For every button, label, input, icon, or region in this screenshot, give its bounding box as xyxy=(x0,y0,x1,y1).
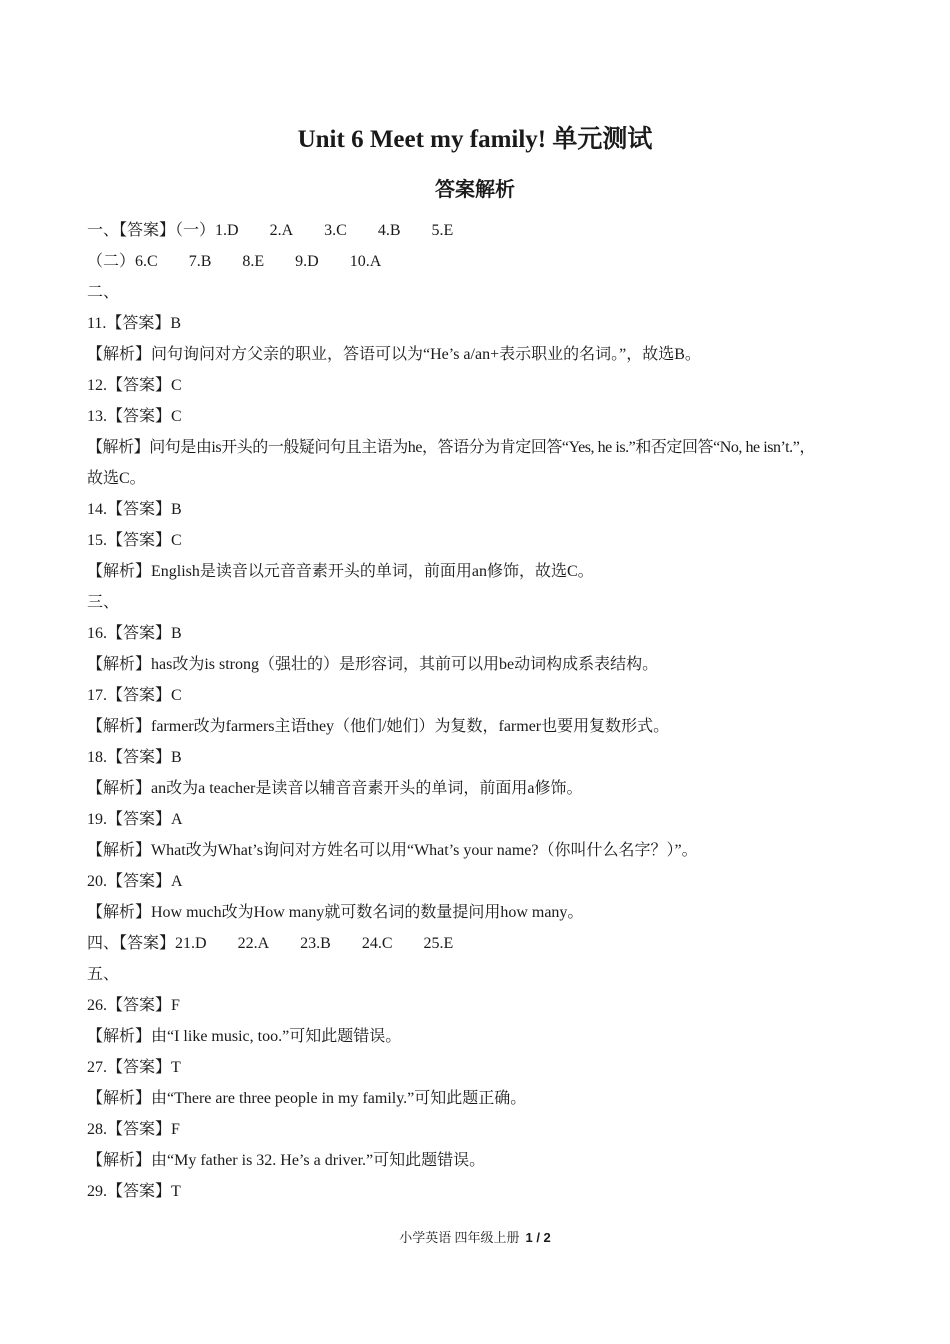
answer-line: 16.【答案】B xyxy=(87,625,182,642)
answer-line: 28.【答案】F xyxy=(87,1121,180,1138)
section-4-answers xyxy=(175,935,453,952)
explanation-line: 【解析】问句是由is开头的一般疑问句且主语为he，答语分为肯定回答“Yes, he is.”和否定回答“No, he isn’t.”， xyxy=(87,439,815,456)
explanation-line: 【解析】问句询问对方父亲的职业，答语可以为“He’s a/an+表示职业的名词。”，故选B。 xyxy=(87,346,701,363)
answer-25: 25.E xyxy=(423,935,454,952)
section-1-answers-2 xyxy=(135,253,381,270)
answer-line: 12.【答案】C xyxy=(87,377,182,394)
explanation-line: 【解析】an改为a teacher是读音以辅音音素开头的单词，前面用a修饰。 xyxy=(87,780,583,797)
answer-line: 13.【答案】C xyxy=(87,408,182,425)
footer-text: 小学英语 四年级上册 xyxy=(399,1230,520,1245)
answer-line: 15.【答案】C xyxy=(87,532,182,549)
answer-2: 2.A xyxy=(269,222,294,239)
section-4-prefix: 四、【答案】 xyxy=(87,935,176,952)
answer-line: 11.【答案】B xyxy=(87,315,182,332)
document-title: Unit 6 Meet my family! 单元测试 xyxy=(297,126,653,153)
answer-line: 14.【答案】B xyxy=(87,501,182,518)
section-5-heading: 五、 xyxy=(87,966,120,983)
explanation-line: 【解析】What改为What’s询问对方姓名可以用“What’s your name?（你叫什么名字？）”。 xyxy=(87,842,698,859)
section-1-part-2 xyxy=(87,246,877,277)
explanation-line: 【解析】由“My father is 32. He’s a driver.”可知此题错误。 xyxy=(87,1152,486,1169)
answer-line: 17.【答案】C xyxy=(87,687,182,704)
document-subtitle: 答案解析 xyxy=(435,177,515,201)
answer-1: 1.D xyxy=(215,222,239,239)
explanation-line: 【解析】How much改为How many就可数名词的数量提问用how many。 xyxy=(87,904,584,921)
explanation-line: 【解析】farmer改为farmers主语they（他们/她们）为复数，farmer也要用复数形式。 xyxy=(87,718,670,735)
answer-line: 29.【答案】T xyxy=(87,1183,181,1200)
section-1-answers-1 xyxy=(215,222,453,239)
section-4 xyxy=(87,928,877,959)
answer-24: 24.C xyxy=(361,935,393,952)
explanation-line-continued: 故选C。 xyxy=(87,470,146,487)
answer-line: 26.【答案】F xyxy=(87,997,180,1014)
answer-8: 8.E xyxy=(242,253,265,270)
section-3-heading: 三、 xyxy=(87,594,120,611)
answer-5: 5.E xyxy=(431,222,454,239)
answer-21: 21.D xyxy=(175,935,207,952)
explanation-line: 【解析】has改为is strong（强壮的）是形容词，其前可以用be动词构成系表结构。 xyxy=(87,656,659,673)
section-1-prefix: 一、【答案】（一） xyxy=(87,222,216,239)
answer-line: 27.【答案】T xyxy=(87,1059,181,1076)
answer-3: 3.C xyxy=(324,222,347,239)
section-1-prefix-2: （二） xyxy=(87,253,136,270)
page-number: 1 / 2 xyxy=(525,1230,551,1245)
explanation-line: 【解析】English是读音以元音音素开头的单词，前面用an修饰，故选C。 xyxy=(87,563,594,580)
answer-line: 20.【答案】A xyxy=(87,873,183,890)
answer-line: 18.【答案】B xyxy=(87,749,182,766)
answer-23: 23.B xyxy=(300,935,331,952)
answer-line: 19.【答案】A xyxy=(87,811,183,828)
answer-4: 4.B xyxy=(377,222,401,239)
explanation-line: 【解析】由“There are three people in my family.”可知此题正确。 xyxy=(87,1090,527,1107)
answer-10: 10.A xyxy=(349,253,382,270)
explanation-line: 【解析】由“I like music, too.”可知此题错误。 xyxy=(87,1028,402,1045)
answer-content xyxy=(87,215,877,1207)
answer-9: 9.D xyxy=(295,253,319,270)
section-1-part-1 xyxy=(87,215,877,246)
answer-6: 6.C xyxy=(135,253,158,270)
page-footer xyxy=(0,1228,950,1248)
answer-22: 22.A xyxy=(237,935,270,952)
section-2-heading: 二、 xyxy=(87,284,120,301)
answer-7: 7.B xyxy=(188,253,212,270)
